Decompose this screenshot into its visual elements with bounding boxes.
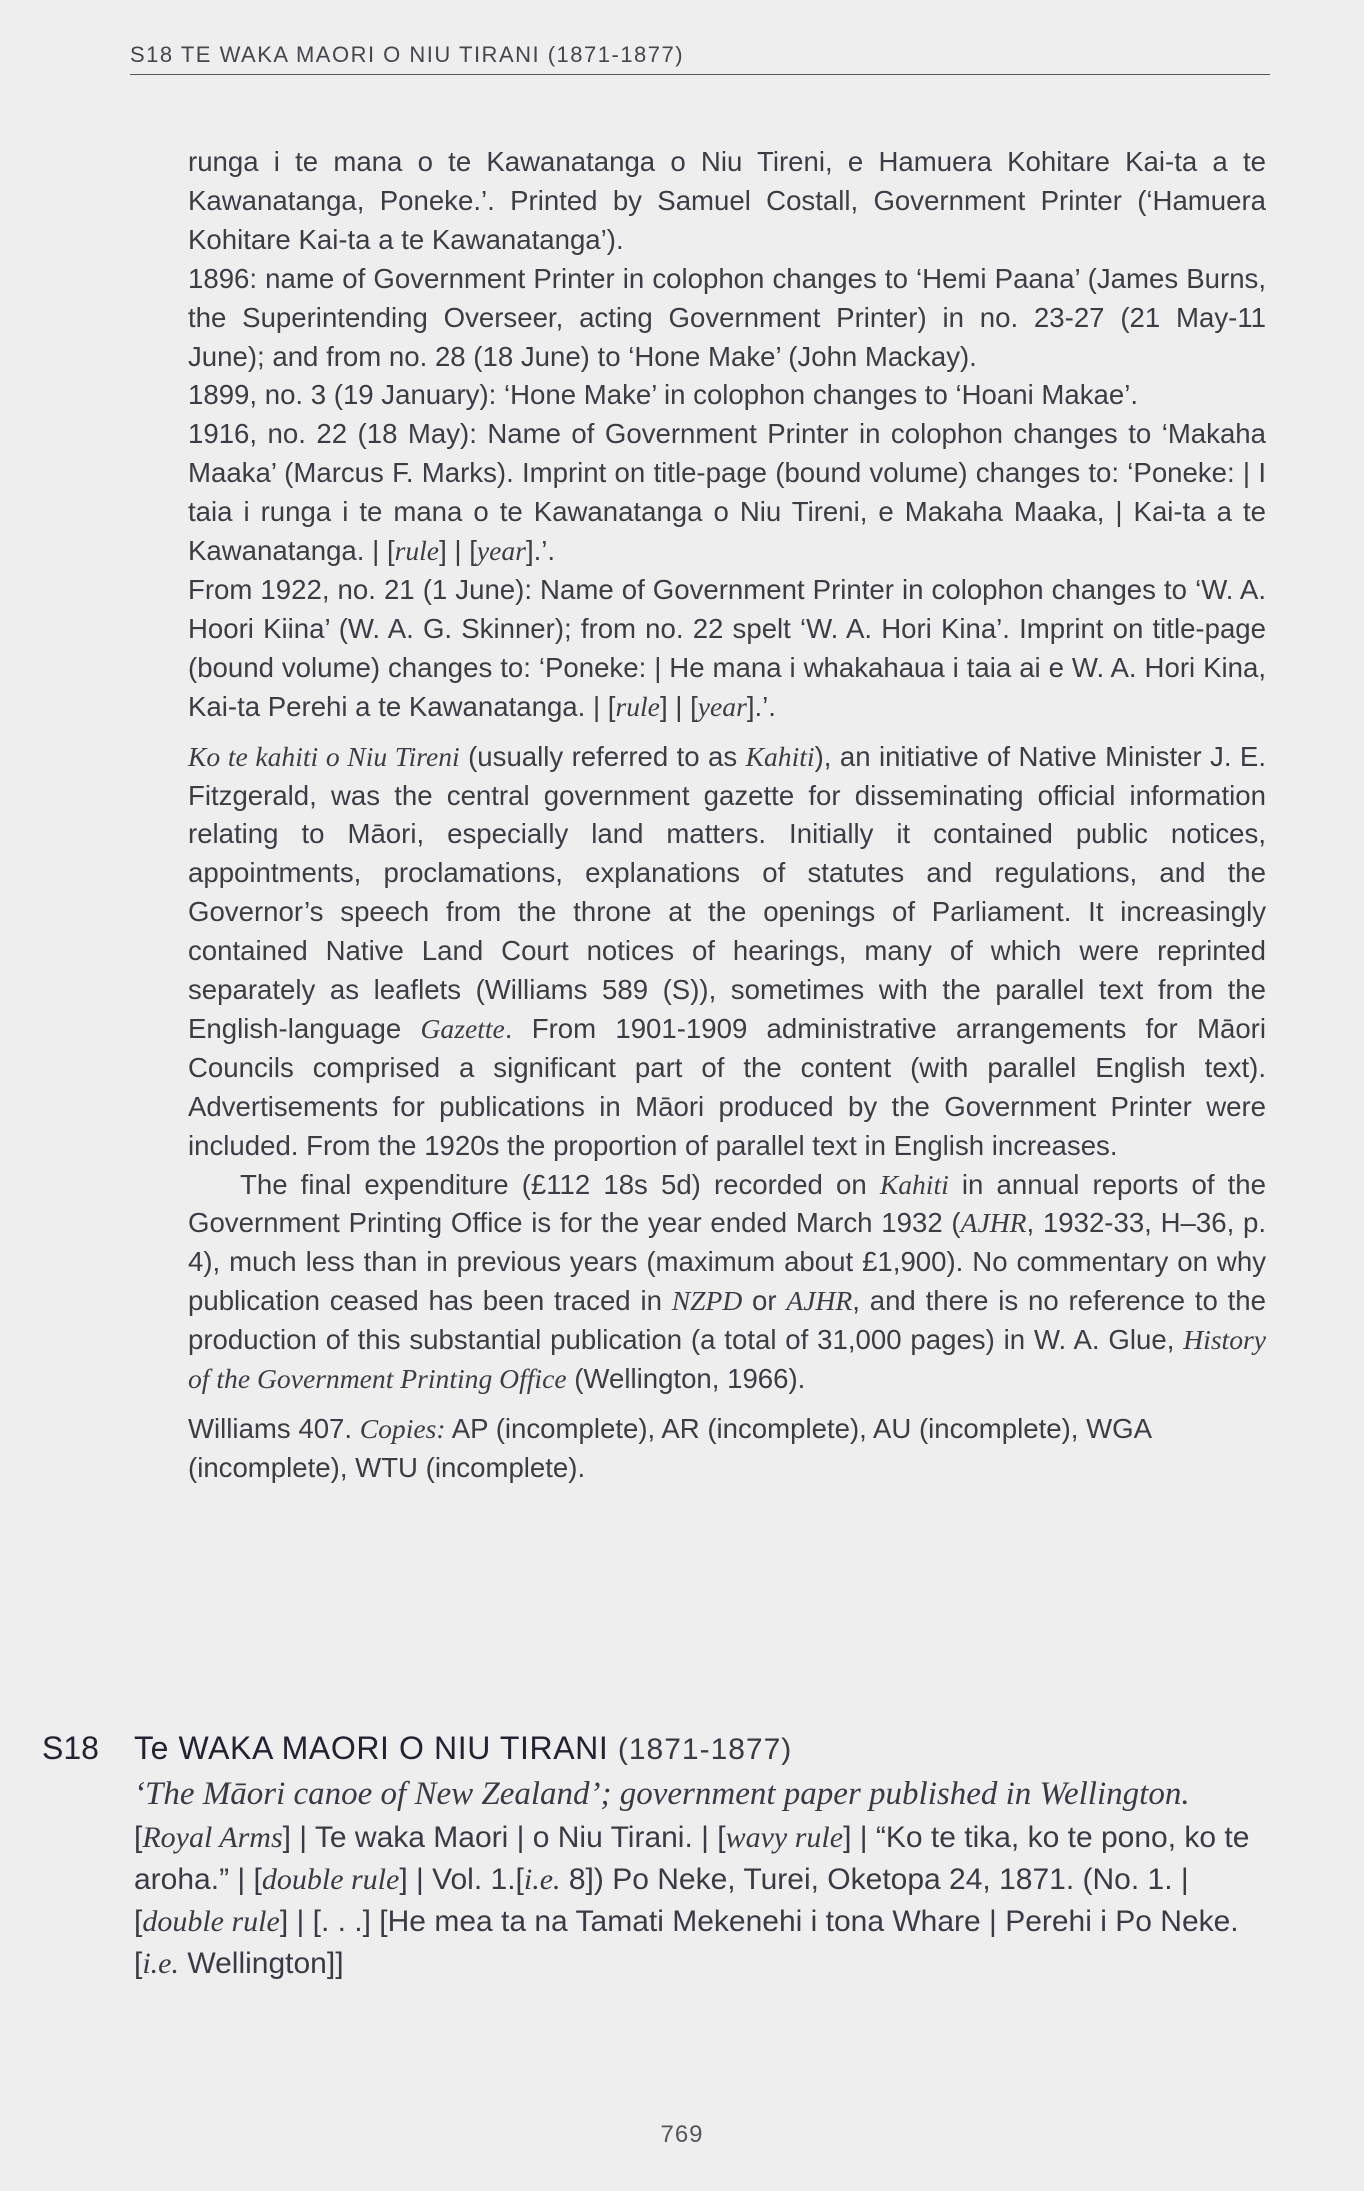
- expenditure-text-4: or: [742, 1285, 787, 1317]
- copies-paragraph: [188, 1410, 1266, 1488]
- imprint-part-6: ] | [. . .] [He mea ta na Tamati Mekenehi i tona Whare | Perehi i Po Neke.[: [134, 1905, 1239, 1980]
- description-text-1: (usually referred to as: [459, 740, 746, 772]
- entry-number: S18: [42, 1730, 99, 1766]
- kahiti-term: Kahiti: [745, 740, 815, 772]
- note-imprint-continuation: runga i te mana o te Kawanatanga o Niu Tireni, e Hamuera Kohitare Kai-ta a te Kawanatanga, Poneke.’. Printed by Samuel Costall, Government Printer (‘Hamuera Kohitare Kai-ta a te Kawanatanga’).: [188, 146, 1266, 255]
- note-1922-rule: rule: [615, 690, 660, 722]
- entry-dates: (1871-1877): [617, 1733, 793, 1766]
- expenditure-text-3: , 1932-33, H–36, p. 4), much less than in previous years (maximum about £1,900). No commentary on why publication ceased has been traced in: [188, 1207, 1266, 1317]
- ajhr-term-1: AJHR: [960, 1207, 1027, 1239]
- note-1922-sep: ] | [: [659, 690, 698, 722]
- entry-title: [134, 1727, 1282, 1771]
- note-1896: 1896: name of Government Printer in colophon changes to ‘Hemi Paana’ (James Burns, the Superintending Overseer, acting Government Printer) in no. 23-27 (21 May-11 June); and from no. 28 (18 June) to ‘Hone Make’ (John Mackay).: [188, 262, 1266, 372]
- note-1916-rule: rule: [394, 535, 440, 567]
- page-number: 769: [660, 2121, 704, 2148]
- royal-arms-note: Royal Arms: [142, 1821, 283, 1854]
- publication-title: Ko te kahiti o Niu Tireni: [188, 740, 460, 772]
- note-1922-year: year: [697, 690, 747, 722]
- note-1916-year: year: [476, 535, 526, 567]
- nzpd-term: NZPD: [671, 1285, 743, 1317]
- entry-subtitle: ‘The Māori canoe of New Zealand’; government paper published in Wellington.: [134, 1776, 1190, 1812]
- imprint-part-5: 8]) Po Neke, Turei, Oketopa 24, 1871. (No. 1. | [: [134, 1863, 1189, 1938]
- note-1922-end: ].’.: [746, 690, 776, 722]
- imprint-part-3: ] | “Ko te tika, ko te pono, ko te aroha.” | [: [134, 1821, 1250, 1896]
- expenditure-text-5: , and there is no reference to the production of this substantial publication (a total of 31,000 pages) in W. A. Glue,: [188, 1285, 1266, 1356]
- ie-note-1: i.e.: [523, 1863, 561, 1896]
- description-text-3: . From 1901-1909 administrative arrangements for Māori Councils comprised a significant part of the content (with parallel English text). Advertisements for publications in Māori produced by the Government Printer were included. From the 1920s the proportion of parallel text in English increases.: [188, 1012, 1266, 1161]
- wavy-rule-note: wavy rule: [725, 1821, 844, 1854]
- gazette-term: Gazette: [420, 1012, 505, 1044]
- imprint-part-4: ] | Vol. 1.[: [399, 1863, 524, 1896]
- imprint-part-1: [: [134, 1821, 143, 1854]
- entry-notes: [188, 143, 1266, 1488]
- note-1922: [188, 571, 1266, 727]
- description-paragraph: [188, 738, 1266, 1166]
- running-head: S18 TE WAKA MAORI O NIU TIRANI (1871-1877): [130, 42, 1270, 75]
- note-1899: 1899, no. 3 (19 January): ‘Hone Make’ in colophon changes to ‘Hoani Makae’.: [188, 379, 1139, 411]
- entry-title-text: Te WAKA MAORI O NIU TIRANI: [134, 1730, 609, 1766]
- ajhr-term-2: AJHR: [786, 1285, 853, 1317]
- kahiti-term-2: Kahiti: [879, 1168, 949, 1200]
- entry-body: [134, 1727, 1282, 1985]
- expenditure-text-1: The final expenditure (£112 18s 5d) recorded on: [240, 1168, 880, 1200]
- entry-imprint: [134, 1817, 1282, 1985]
- note-1916: 1916, no. 22 (18 May): Name of Government Printer in colophon changes to ‘Makaha Maaka’ (Marcus F. Marks). Imprint on title-page (bound volume) changes to: ‘Poneke: | I taia i runga i te mana o te Kawanatanga o Niu Tireni, e Makaha Maaka, | Kai-ta a te Kawanatanga. | [rule] | [year].’.: [188, 418, 1266, 567]
- expenditure-paragraph: [188, 1166, 1266, 1399]
- copies-label: Copies:: [359, 1413, 446, 1444]
- imprint-part-7: Wellington]]: [179, 1947, 344, 1980]
- expenditure-text-2: in annual reports of the Government Printing Office is for the year ended March 1932 (: [188, 1168, 1266, 1239]
- description-text-2: ), an initiative of Native Minister J. E. Fitzgerald, was the central government gazette for disseminating official information relating to Māori, especially land matters. Initially it contained public notices, appointments, proclamations, explanations of statutes and regulations, and the Governor’s speech from the throne at the openings of Parliament. It increasingly contained Native Land Court notices of hearings, many of which were reprinted separately as leaflets (Williams 589 (S)), sometimes with the parallel text from the English-language: [188, 740, 1266, 1044]
- note-1916-text: 1916, no. 22 (18 May): Name of Government Printer in colophon changes to ‘Makaha Maaka’ (Marcus F. Marks). Imprint on title-page (bound volume) changes to: ‘Poneke: | I taia i runga i te mana o te Kawanatanga o Niu Tireni, e Makaha Maaka, | Kai-ta a te Kawanatanga. |: [188, 418, 1266, 567]
- copies-ref: Williams 407.: [188, 1413, 360, 1444]
- history-title: History of the Government Printing Office: [188, 1324, 1266, 1395]
- note-1916-end: ].’.: [525, 535, 556, 567]
- expenditure-text-6: (Wellington, 1966).: [566, 1363, 806, 1395]
- copies-list: AP (incomplete), AR (incomplete), AU (incomplete), WGA (incomplete), WTU (incomplete).: [188, 1413, 1151, 1483]
- imprint-part-2: ] | Te waka Maori | o Niu Tirani. | [: [282, 1821, 726, 1854]
- ie-note-2: i.e.: [142, 1947, 179, 1980]
- note-1916-sep: ] | [: [439, 535, 477, 567]
- note-1922-text: From 1922, no. 21 (1 June): Name of Government Printer in colophon changes to ‘W. A. Hoori Kiina’ (W. A. G. Skinner); from no. 22 spelt ‘W. A. Hori Kina’. Imprint on title-page (bound volume) changes to: ‘Poneke: | He mana i whakahaua i taia ai e W. A. Hori Kina, Kai-ta Perehi a te Kawanatanga. | [: [188, 573, 1266, 722]
- double-rule-note-2: double rule: [142, 1905, 280, 1938]
- double-rule-note-1: double rule: [261, 1863, 400, 1896]
